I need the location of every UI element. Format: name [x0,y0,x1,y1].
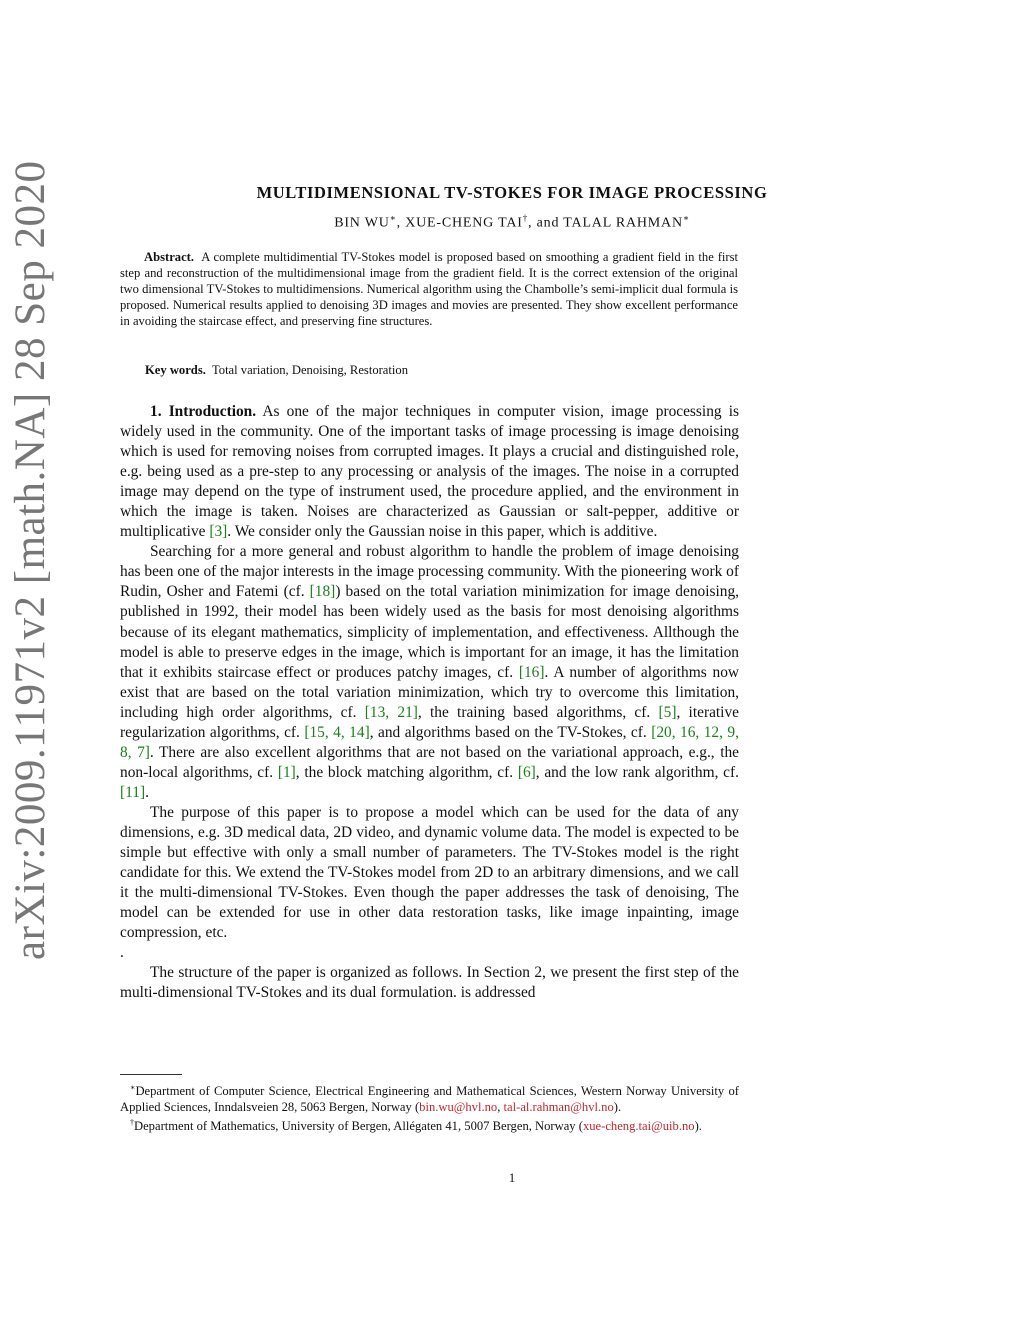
paragraph-text: , iterative regularization algorithms, cf. [120,703,739,741]
paragraph-4: The structure of the paper is organized as follows. In Section 2, we present the first step of the multi-dimensional TV-Stokes and its dual formulation. is addressed [120,964,739,1002]
citation-link[interactable]: [16] [518,663,545,681]
paragraph-2 [120,542,739,803]
author-separator: , and [528,215,564,231]
abstract [120,249,738,329]
author-mark: ∗ [389,213,397,223]
author-mark: † [522,213,529,223]
author-separator: , [396,215,406,231]
footnote-text: ). [613,1100,622,1115]
paragraph-text: Searching for a more general and robust algorithm to handle the problem of image denoising has been one of the major interests in the image processing community. With the pioneering work of Rudin, Osher and Fatemi (cf. [120,543,739,601]
abstract-text: A complete multidimential TV-Stokes model is proposed based on smoothing a gradient field in the first step and reconstruction of the multidimensional image from the gradient field. It is the correct extension of the original two dimensional TV-Stokes to multidimensions. Numerical algorithm using the Chambolle’s semi-implicit dual formula is proposed. Numerical results applied to denoising 3D images and movies are presented. They show excellent performance in avoiding the staircase effect, and preserving fine structures. [120,250,739,329]
footnote-mark: ∗ [130,1083,136,1092]
paragraph-text: . [145,783,149,801]
arxiv-identifier: arXiv:2009.11971v2 [math.NA] 28 Sep 2020 [7,160,54,960]
citation-link[interactable]: [13, 21] [364,703,418,721]
paper-title: MULTIDIMENSIONAL TV-STOKES FOR IMAGE PROCESSING [256,183,768,202]
footnote-text: Department of Computer Science, Electrical Engineering and Mathematical Sciences, Western Norway University of Applied Sciences, Inndalsveien 28, 5063 Bergen, Norway ( [120,1084,739,1115]
footnote-rule [120,1074,182,1075]
keywords-text: Total variation, Denoising, Restoration [211,363,408,377]
abstract-label: Abstract. [144,250,195,264]
citation-link[interactable]: [3] [209,523,228,541]
paragraph-text: , the training based algorithms, cf. [417,703,659,721]
footnote-text: Department of Mathematics, University of Bergen, Allégaten 41, 5007 Bergen, Norway ( [134,1119,583,1134]
paragraph-text: , and algorithms based on the TV-Stokes, cf. [369,723,652,741]
citation-link[interactable]: [11] [120,783,146,801]
email-link[interactable]: xue-cheng.tai@uib.no [582,1119,695,1134]
paragraph-text: ) based on the total variation minimization for image denoising, published in 1992, their model has been widely used as the basis for most denoising algorithms because of its elegant mathematics, simplicity of implementation, and effectiveness. Allthough the model is able to preserve edges in the image, which is important for an image, it has the limitation that it exhibits staircase effect or produces patchy images, cf. [120,583,739,681]
citation-link[interactable]: [18] [309,583,336,601]
paragraph-3: The purpose of this paper is to propose a model which can be used for the data of any dimensions, e.g. 3D medical data, 2D video, and dynamic volume data. The model is expected to be simple but effective with only a small number of parameters. The TV-Stokes model is the right candidate for this. We extend the TV-Stokes model from 2D to an arbitrary dimensions, and we call it the multi-dimensional TV-Stokes. Even though the paper addresses the task of denoising, The model can be extended for use in other data restoration tasks, like image inpainting, image compression, etc. [120,803,739,942]
footnote-text: ). [694,1119,702,1134]
keywords [145,363,408,378]
paragraph-3-end: . [120,944,124,962]
footnote-mark: † [130,1118,134,1128]
paragraph-text: , and the low rank algorithm, cf. [535,763,739,781]
email-link[interactable]: bin.wu@hvl.no [419,1100,498,1115]
author-talal-rahman: TALAL RAHMAN [563,215,683,231]
paragraph-text: . A number of algorithms now exist that are based on the total variation minimization, which try to overcome this limitation, including high order algorithms, cf. [120,663,740,721]
author-list [0,213,1024,232]
author-mark: ∗ [682,213,690,223]
footnote-1 [120,1080,739,1115]
footnote-text: , [497,1100,504,1115]
citation-link[interactable]: [15, 4, 14] [304,723,370,741]
paragraph-text: . There are also excellent algorithms that are not based on the variational approach, e.g., the non-local algorithms, cf. [120,743,739,781]
page-number: 1 [508,1170,516,1185]
introduction-section [120,402,739,1003]
citation-link[interactable]: [5] [658,703,677,721]
email-link[interactable]: tal-al.rahman@hvl.no [503,1100,614,1115]
author-xue-cheng-tai: XUE-CHENG TAI [405,215,523,231]
citation-link[interactable]: [20, 16, 12, 9, 8, 7] [120,723,739,761]
section-heading: 1. Introduction. [150,403,257,420]
keywords-label: Key words. [145,363,206,377]
citation-link[interactable]: [1] [277,763,296,781]
citation-link[interactable]: [6] [517,763,536,781]
paragraph-text: . We consider only the Gaussian noise in this paper, which is additive. [227,523,658,541]
paragraph-1 [120,402,739,542]
footnote-2 [120,1115,739,1134]
footnotes [120,1080,739,1134]
paragraph-text: , the block matching algorithm, cf. [295,763,518,781]
paragraph-text: As one of the major techniques in computer vision, image processing is widely used in the community. One of the important tasks of image processing is image denoising which is used for removing noises from corrupted images. It plays a crucial and distinguished role, e.g. being used as a pre-step to any processing or analysis of the images. The noise in a corrupted image may depend on the type of instrument used, the procedure applied, and the environment in which the image is taken. Noises are characterized as Gaussian or salt-pepper, additive or multiplicative [120,403,739,541]
author-bin-wu: BIN WU [334,215,390,231]
